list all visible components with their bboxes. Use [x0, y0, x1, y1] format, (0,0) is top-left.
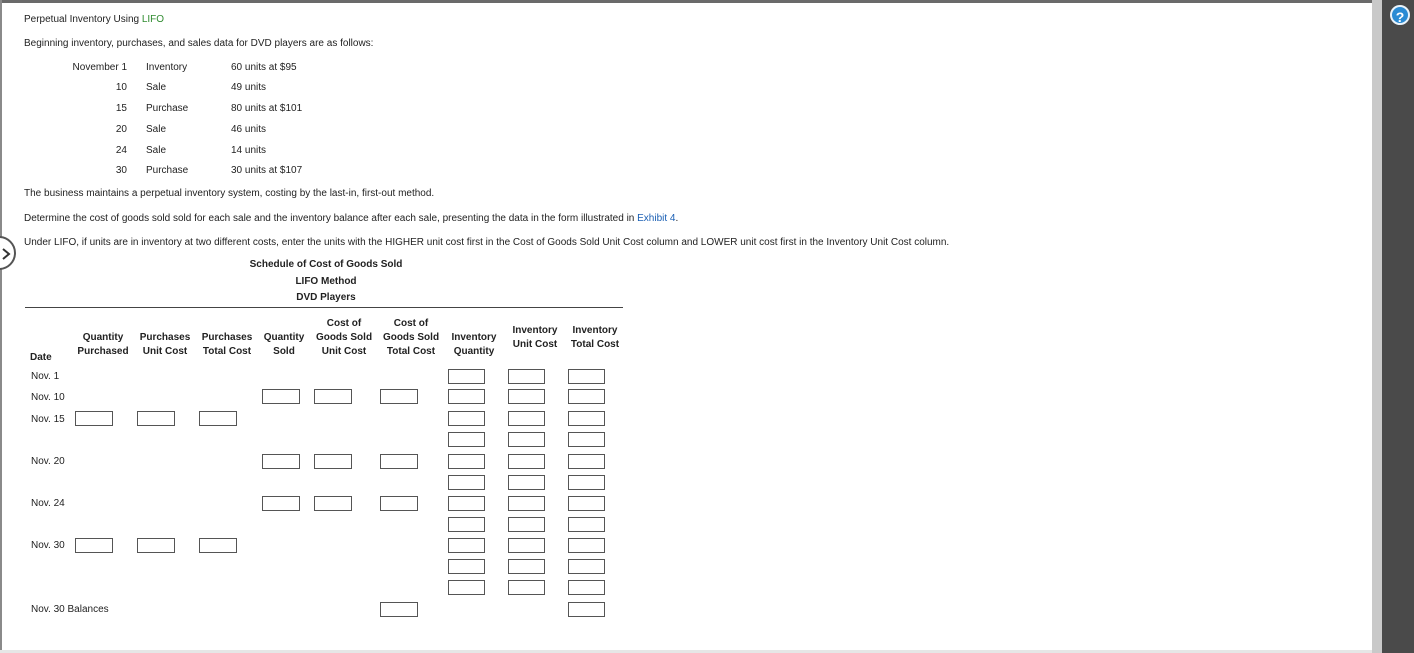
col-label: Inventory	[451, 332, 497, 343]
inventory-total-cost-input[interactable]	[568, 538, 605, 553]
top-border	[0, 0, 1383, 3]
instruction-end: .	[675, 213, 679, 224]
inventory-total-cost-input[interactable]	[568, 580, 605, 595]
col-label: Purchases	[201, 332, 253, 343]
inventory-total-cost-input[interactable]	[568, 454, 605, 469]
intro-text: Beginning inventory, purchases, and sales data for DVD players are as follows:	[24, 38, 374, 49]
inventory-unit-cost-input[interactable]	[508, 454, 545, 469]
col-label: Total Cost	[386, 346, 436, 357]
data-type: Inventory	[146, 62, 188, 73]
inventory-qty-input[interactable]	[448, 538, 485, 553]
col-label: Inventory	[512, 325, 558, 336]
help-icon[interactable]: ?	[1390, 5, 1410, 25]
schedule-divider	[25, 307, 623, 308]
data-detail: 46 units	[231, 124, 267, 135]
purchase-total-cost-input[interactable]	[199, 411, 237, 426]
purchase-total-cost-input[interactable]	[199, 538, 237, 553]
cogs-total-cost-input[interactable]	[380, 454, 418, 469]
scrollbar[interactable]	[1372, 0, 1382, 653]
col-label: Unit Cost	[142, 346, 188, 357]
col-inv-qty	[444, 331, 504, 359]
data-date: 15	[115, 103, 127, 114]
col-cogs-total-cost	[378, 317, 444, 359]
instruction-text	[24, 213, 678, 225]
row-label-balances: Nov. 30 Balances	[31, 604, 109, 615]
col-label: Quantity	[453, 346, 495, 357]
inventory-total-cost-input[interactable]	[568, 389, 605, 404]
col-label: Total Cost	[202, 346, 252, 357]
inventory-unit-cost-input[interactable]	[508, 559, 545, 574]
expand-button[interactable]	[0, 236, 16, 270]
schedule-product: DVD Players	[296, 292, 356, 303]
data-detail: 49 units	[231, 82, 267, 93]
col-purch-total-cost	[196, 331, 258, 359]
cogs-unit-cost-input[interactable]	[314, 389, 352, 404]
col-qty-sold	[258, 331, 310, 359]
cogs-unit-cost-input[interactable]	[314, 496, 352, 511]
col-label: Quantity	[263, 332, 305, 343]
inventory-unit-cost-input[interactable]	[508, 496, 545, 511]
col-label: Unit Cost	[512, 339, 558, 350]
data-date: 20	[115, 124, 127, 135]
system-note: The business maintains a perpetual inventory system, costing by the last-in, first-out method.	[24, 188, 435, 199]
row-label-nov24: Nov. 24	[31, 498, 65, 509]
data-type: Sale	[146, 145, 167, 156]
row-label-nov20: Nov. 20	[31, 456, 65, 467]
data-type: Sale	[146, 124, 167, 135]
inventory-qty-input[interactable]	[448, 559, 485, 574]
inventory-unit-cost-input[interactable]	[508, 369, 545, 384]
qty-sold-input[interactable]	[262, 496, 300, 511]
col-label: Purchases	[139, 332, 191, 343]
data-detail: 14 units	[231, 145, 267, 156]
col-label: Goods Sold	[315, 332, 373, 343]
qty-purchased-input[interactable]	[75, 538, 113, 553]
col-label: Unit Cost	[321, 346, 367, 357]
row-label-nov1: Nov. 1	[31, 371, 60, 382]
qty-sold-input[interactable]	[262, 389, 300, 404]
col-inv-total-cost	[565, 324, 625, 352]
data-detail: 30 units at $107	[231, 165, 303, 176]
schedule-method: LIFO Method	[295, 276, 357, 287]
qty-sold-input[interactable]	[262, 454, 300, 469]
inventory-total-cost-input[interactable]	[568, 411, 605, 426]
inventory-qty-input[interactable]	[448, 432, 485, 447]
inventory-qty-input[interactable]	[448, 411, 485, 426]
data-date: November 1	[72, 62, 127, 73]
col-label: Quantity	[82, 332, 124, 343]
col-qty-purchased	[73, 331, 133, 359]
col-label: Total Cost	[570, 339, 620, 350]
schedule-title: Schedule of Cost of Goods Sold	[249, 259, 403, 270]
data-date: 24	[115, 145, 127, 156]
inventory-unit-cost-input[interactable]	[508, 411, 545, 426]
inventory-unit-cost-input[interactable]	[508, 389, 545, 404]
data-detail: 80 units at $101	[231, 103, 303, 114]
col-label: Inventory	[572, 325, 618, 336]
chevron-right-icon	[1, 248, 11, 260]
data-date: 10	[115, 82, 127, 93]
title-method: LIFO	[141, 14, 165, 25]
inventory-qty-input[interactable]	[448, 475, 485, 490]
inventory-unit-cost-input[interactable]	[508, 580, 545, 595]
row-label-nov15: Nov. 15	[31, 414, 65, 425]
inventory-unit-cost-input[interactable]	[508, 517, 545, 532]
data-type: Purchase	[146, 165, 189, 176]
cogs-total-cost-input[interactable]	[380, 389, 418, 404]
inventory-unit-cost-input[interactable]	[508, 538, 545, 553]
col-date: Date	[30, 352, 52, 363]
inventory-qty-input[interactable]	[448, 517, 485, 532]
col-inv-unit-cost	[505, 324, 565, 352]
inventory-qty-input[interactable]	[448, 580, 485, 595]
inventory-total-cost-input[interactable]	[568, 602, 605, 617]
instruction-body: Determine the cost of goods sold sold for each sale and the inventory balance after each sale, presenting the data in the form illustrated in	[24, 213, 638, 224]
row-label-nov10: Nov. 10	[31, 392, 65, 403]
inventory-unit-cost-input[interactable]	[508, 432, 545, 447]
col-label: Cost of	[393, 318, 429, 329]
col-label: Goods Sold	[382, 332, 440, 343]
inventory-total-cost-input[interactable]	[568, 496, 605, 511]
exhibit-link[interactable]: Exhibit 4	[637, 213, 676, 224]
inventory-qty-input[interactable]	[448, 454, 485, 469]
side-panel	[1382, 0, 1414, 653]
inventory-total-cost-input[interactable]	[568, 369, 605, 384]
qty-purchased-input[interactable]	[75, 411, 113, 426]
row-label-nov30: Nov. 30	[31, 540, 65, 551]
data-date: 30	[115, 165, 127, 176]
inventory-unit-cost-input[interactable]	[508, 475, 545, 490]
problem-title	[24, 14, 164, 26]
data-type: Purchase	[146, 103, 189, 114]
left-border	[0, 0, 2, 653]
data-type: Sale	[146, 82, 167, 93]
purchase-unit-cost-input[interactable]	[137, 538, 175, 553]
inventory-total-cost-input[interactable]	[568, 559, 605, 574]
inventory-total-cost-input[interactable]	[568, 517, 605, 532]
col-label: Sold	[273, 346, 295, 357]
cogs-total-cost-input[interactable]	[380, 602, 418, 617]
col-cogs-unit-cost	[312, 317, 376, 359]
cogs-unit-cost-input[interactable]	[314, 454, 352, 469]
inventory-total-cost-input[interactable]	[568, 475, 605, 490]
col-purch-unit-cost	[135, 331, 195, 359]
inventory-qty-input[interactable]	[448, 369, 485, 384]
col-label: Cost of	[326, 318, 362, 329]
purchase-unit-cost-input[interactable]	[137, 411, 175, 426]
title-prefix: Perpetual Inventory Using	[24, 14, 142, 25]
inventory-total-cost-input[interactable]	[568, 432, 605, 447]
data-detail: 60 units at $95	[231, 62, 297, 73]
lifo-note: Under LIFO, if units are in inventory at two different costs, enter the units with the HIGHER unit cost first in the Cost of Goods Sold Unit Cost column and LOWER unit cost first in the Inventory Unit Cost column.	[24, 237, 950, 248]
inventory-qty-input[interactable]	[448, 389, 485, 404]
inventory-qty-input[interactable]	[448, 496, 485, 511]
cogs-total-cost-input[interactable]	[380, 496, 418, 511]
col-label: Purchased	[77, 346, 129, 357]
